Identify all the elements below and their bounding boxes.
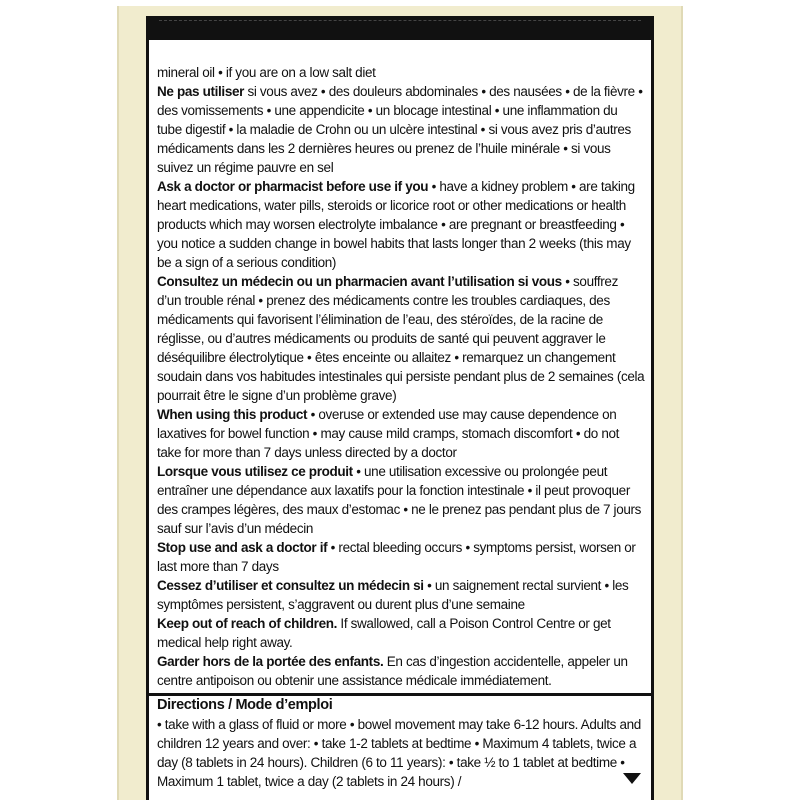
directions-title: Directions / Mode d’emploi (157, 697, 333, 713)
warning-paragraph: mineral oil • if you are on a low salt diet (157, 65, 376, 80)
warnings-section (157, 63, 645, 690)
warning-paragraph: Ne pas utiliser si vous avez • des douleurs abdominales • des nausées • de la fièvre • des vomissements • une appendicite • un blocage intestinal • une inflammation du tube digestif • la maladie de Crohn ou un ulcère intestinal • si vous avez pris d’autres médicaments dans les 2 dernières heures ou prenez de l’huile minérale • si vous suivez un régime pauvre en sel (157, 84, 643, 175)
warning-paragraph: Garder hors de la portée des enfants. En cas d’ingestion accidentelle, appeler un centre antipoison ou obtenir une assistance médicale immédiatement. (157, 654, 628, 688)
warning-paragraph: Keep out of reach of children. If swallowed, call a Poison Control Centre or get medical help right away. (157, 616, 611, 650)
top-header-bar (149, 16, 651, 40)
drug-facts-panel (146, 16, 654, 800)
header-ghost-text (159, 20, 641, 27)
warning-paragraph: Stop use and ask a doctor if • rectal bleeding occurs • symptoms persist, worsen or last more than 7 days (157, 540, 636, 574)
warning-paragraph: Cessez d’utiliser et consultez un médecin si • un saignement rectal survient • les symptômes persistent, s’aggravent ou durent plus d’une semaine (157, 578, 629, 612)
warning-paragraph: Consultez un médecin ou un pharmacien avant l’utilisation si vous • souffrez d’un trouble rénal • prenez des médicaments contre les troubles cardiaques, des médicaments qui favorisent l’élimination de l’eau, des stéroïdes, de la racine de réglisse, ou d’autres médicaments ou produits de santé qui peuvent aggraver le déséquilibre électrolytique • êtes enceinte ou allaitez • remarquez un changement soudain dans vos habitudes intestinales qui persiste pendant plus de 2 semaines (cela pourrait être le signe d’un problème grave) (157, 274, 645, 403)
directions-section (157, 696, 645, 791)
warning-paragraph: When using this product • overuse or extended use may cause dependence on laxatives for bowel function • may cause mild cramps, stomach discomfort • do not take for more than 7 days unless directed by a doctor (157, 407, 620, 460)
warning-paragraph: Ask a doctor or pharmacist before use if you • have a kidney problem • are taking heart medications, water pills, steroids or licorice root or other medications or health products which may worsen electrolyte imbalance • are pregnant or breastfeeding • you notice a sudden change in bowel habits that lasts longer than 2 weeks (this may be a sign of a serious condition) (157, 179, 635, 270)
down-triangle-icon (623, 773, 641, 784)
warning-paragraph: Lorsque vous utilisez ce produit • une utilisation excessive ou prolongée peut entraîner une dépendance aux laxatifs pour la fonction intestinale • il peut provoquer des crampes légères, des maux d’estomac • ne le prenez pas pendant plus de 7 jours sauf sur l’avis d’un médecin (157, 464, 642, 536)
directions-body: • take with a glass of fluid or more • bowel movement may take 6-12 hours. Adults and children 12 years and over: • take 1-2 tablets at bedtime • Maximum 4 tablets, twice a day (8 tablets in 24 hours). Children (6 to 11 years): • take ½ to 1 tablet at bedtime • Maximum 1 tablet, twice a day (2 tablets in 24 hours) / (157, 717, 641, 789)
